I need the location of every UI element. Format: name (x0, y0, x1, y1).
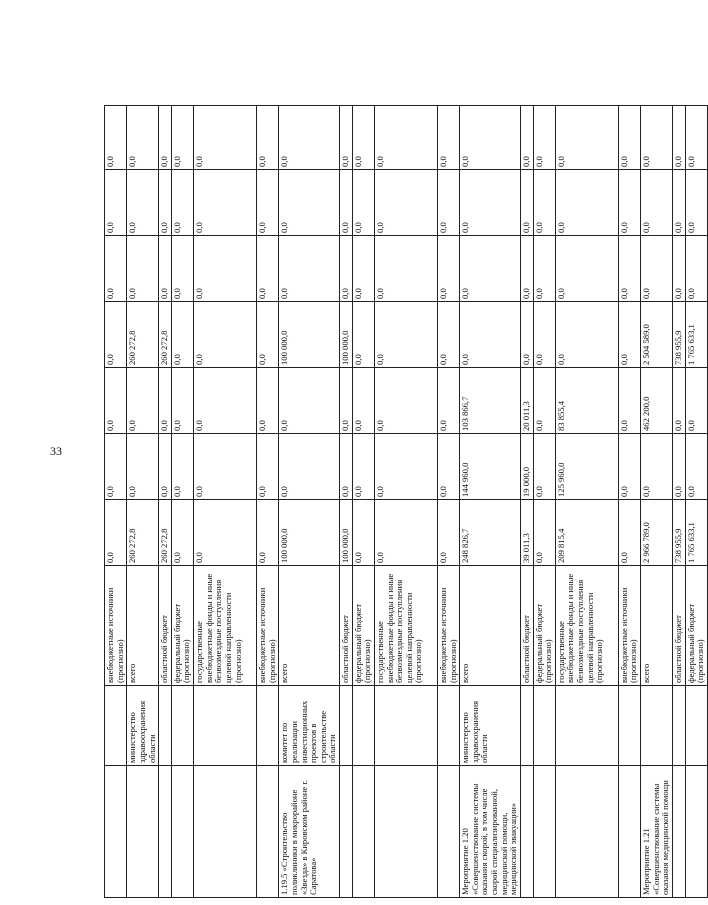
activity-cell (555, 766, 618, 898)
table-row (279, 106, 340, 898)
value-cell: 0,0 (555, 236, 618, 302)
funding-source-cell: государственные внебюджетные фонды и иные безвозмездные поступления целевой направленности (прогнозно) (374, 566, 437, 686)
value-cell: 738 955,9 (672, 500, 685, 566)
table-row (618, 106, 640, 898)
value-cell: 209 815,4 (555, 500, 618, 566)
executor-cell: комитет по реализации инвестиционных проектов в строительстве области (279, 686, 340, 766)
value-cell: 0,0 (279, 368, 340, 434)
funding-source-cell: областной бюджет (672, 566, 685, 686)
value-cell: 0,0 (194, 500, 257, 566)
value-cell: 0,0 (159, 236, 172, 302)
executor-cell (171, 686, 193, 766)
value-cell: 738 955,9 (672, 302, 685, 368)
activity-cell: Мероприятие 1.20 «Совершенствование системы оказания скорой, в том числе скорой специализированной, медицинской помощи, медицинской эвакуации» (460, 766, 521, 898)
activity-cell (127, 766, 159, 898)
value-cell: 0,0 (374, 500, 437, 566)
funding-source-cell: федеральный бюджет (прогнозно) (352, 566, 374, 686)
table-row (374, 106, 437, 898)
value-cell: 0,0 (340, 434, 353, 500)
activity-cell (374, 766, 437, 898)
value-cell: 0,0 (171, 434, 193, 500)
value-cell: 0,0 (618, 500, 640, 566)
table-row (352, 106, 374, 898)
activity-cell: Мероприятие 1.21 «Совершенствование системы оказания медицинской помощи (641, 766, 673, 898)
value-cell: 0,0 (159, 434, 172, 500)
executor-cell (374, 686, 437, 766)
funding-source-cell: федеральный бюджет (прогнозно) (533, 566, 555, 686)
activity-cell (618, 766, 640, 898)
value-cell: 0,0 (437, 236, 459, 302)
value-cell: 0,0 (685, 236, 707, 302)
funding-source-cell: государственные внебюджетные фонды и иные безвозмездные поступления целевой направленности (прогнозно) (555, 566, 618, 686)
value-cell: 0,0 (171, 302, 193, 368)
executor-cell: министерство здравоохранения области (127, 686, 159, 766)
value-cell: 0,0 (374, 236, 437, 302)
activity-cell: 1.19.5 «Строительство поликлиники в микрорайоне «Звезда» в Кировском районе г. Саратова» (279, 766, 340, 898)
value-cell: 103 866,7 (460, 368, 521, 434)
executor-cell (618, 686, 640, 766)
funding-source-cell: областной бюджет (520, 566, 533, 686)
value-cell: 0,0 (685, 434, 707, 500)
table-row (685, 106, 707, 898)
activity-cell (340, 766, 353, 898)
table-row (159, 106, 172, 898)
value-cell: 0,0 (533, 500, 555, 566)
value-cell: 0,0 (257, 236, 279, 302)
value-cell: 0,0 (672, 236, 685, 302)
value-cell: 83 855,4 (555, 368, 618, 434)
value-cell: 0,0 (533, 368, 555, 434)
value-cell: 100 000,0 (340, 500, 353, 566)
value-cell: 144 960,0 (460, 434, 521, 500)
value-cell: 0,0 (641, 170, 673, 236)
value-cell: 0,0 (672, 106, 685, 170)
value-cell: 0,0 (374, 368, 437, 434)
value-cell: 0,0 (105, 368, 127, 434)
funding-source-cell: всего (460, 566, 521, 686)
executor-cell (520, 686, 533, 766)
value-cell: 0,0 (171, 236, 193, 302)
value-cell: 0,0 (618, 368, 640, 434)
table-row (194, 106, 257, 898)
value-cell: 0,0 (159, 106, 172, 170)
value-cell: 0,0 (641, 236, 673, 302)
value-cell: 0,0 (618, 170, 640, 236)
value-cell: 0,0 (685, 106, 707, 170)
value-cell: 0,0 (555, 106, 618, 170)
value-cell: 0,0 (555, 170, 618, 236)
funding-source-cell: внебюджетные источники (прогнозно) (437, 566, 459, 686)
value-cell: 0,0 (352, 302, 374, 368)
executor-cell (194, 686, 257, 766)
value-cell: 0,0 (374, 106, 437, 170)
value-cell: 0,0 (672, 434, 685, 500)
activity-cell (352, 766, 374, 898)
funding-source-cell: федеральный бюджет (прогнозно) (171, 566, 193, 686)
table-row (520, 106, 533, 898)
value-cell: 0,0 (171, 106, 193, 170)
executor-cell (105, 686, 127, 766)
executor-cell (340, 686, 353, 766)
value-cell: 0,0 (641, 106, 673, 170)
funding-source-cell: всего (127, 566, 159, 686)
executor-cell (685, 686, 707, 766)
executor-cell (533, 686, 555, 766)
value-cell: 0,0 (672, 170, 685, 236)
value-cell: 0,0 (352, 170, 374, 236)
value-cell: 0,0 (171, 500, 193, 566)
value-cell: 0,0 (460, 170, 521, 236)
value-cell: 39 011,3 (520, 500, 533, 566)
value-cell: 0,0 (171, 170, 193, 236)
activity-cell (105, 766, 127, 898)
table-row (641, 106, 673, 898)
executor-cell (159, 686, 172, 766)
value-cell: 0,0 (105, 302, 127, 368)
value-cell: 0,0 (159, 170, 172, 236)
value-cell: 0,0 (340, 236, 353, 302)
table-row (460, 106, 521, 898)
value-cell: 0,0 (520, 302, 533, 368)
value-cell: 0,0 (437, 170, 459, 236)
table-row (437, 106, 459, 898)
value-cell: 0,0 (257, 302, 279, 368)
executor-cell (672, 686, 685, 766)
table-row (533, 106, 555, 898)
value-cell: 0,0 (105, 170, 127, 236)
funding-source-cell: областной бюджет (340, 566, 353, 686)
value-cell: 0,0 (171, 368, 193, 434)
table-row (340, 106, 353, 898)
value-cell: 260 272,8 (159, 500, 172, 566)
value-cell: 0,0 (374, 434, 437, 500)
value-cell: 0,0 (685, 368, 707, 434)
activity-cell (171, 766, 193, 898)
value-cell: 0,0 (374, 302, 437, 368)
value-cell: 0,0 (105, 236, 127, 302)
value-cell: 0,0 (520, 106, 533, 170)
value-cell: 0,0 (194, 302, 257, 368)
activity-cell (520, 766, 533, 898)
value-cell: 0,0 (257, 434, 279, 500)
value-cell: 0,0 (618, 106, 640, 170)
value-cell: 0,0 (641, 434, 673, 500)
funding-source-cell: внебюджетные источники (прогнозно) (257, 566, 279, 686)
funding-source-cell: всего (641, 566, 673, 686)
value-cell: 0,0 (555, 302, 618, 368)
value-cell: 0,0 (533, 170, 555, 236)
executor-cell: министерство здравоохранения области (460, 686, 521, 766)
value-cell: 0,0 (194, 106, 257, 170)
value-cell: 260 272,8 (159, 302, 172, 368)
value-cell: 0,0 (279, 106, 340, 170)
table-row (171, 106, 193, 898)
value-cell: 0,0 (533, 236, 555, 302)
value-cell: 0,0 (257, 106, 279, 170)
value-cell: 20 011,3 (520, 368, 533, 434)
executor-cell (437, 686, 459, 766)
value-cell: 0,0 (159, 368, 172, 434)
value-cell: 0,0 (279, 170, 340, 236)
value-cell: 0,0 (127, 106, 159, 170)
value-cell: 125 960,0 (555, 434, 618, 500)
activity-cell (257, 766, 279, 898)
table-row (127, 106, 159, 898)
value-cell: 0,0 (437, 434, 459, 500)
value-cell: 0,0 (460, 236, 521, 302)
value-cell: 0,0 (352, 500, 374, 566)
executor-cell (555, 686, 618, 766)
activity-cell (533, 766, 555, 898)
value-cell: 0,0 (105, 106, 127, 170)
funding-source-cell: внебюджетные источники (прогнозно) (105, 566, 127, 686)
funding-source-cell: государственные внебюджетные фонды и иные безвозмездные поступления целевой направленности (прогнозно) (194, 566, 257, 686)
value-cell: 0,0 (437, 302, 459, 368)
value-cell: 0,0 (340, 368, 353, 434)
executor-cell (641, 686, 673, 766)
value-cell: 0,0 (672, 368, 685, 434)
value-cell: 100 000,0 (279, 302, 340, 368)
funding-source-cell: областной бюджет (159, 566, 172, 686)
value-cell: 19 000,0 (520, 434, 533, 500)
value-cell: 0,0 (437, 106, 459, 170)
activity-cell (672, 766, 685, 898)
funding-source-cell: внебюджетные источники (прогнозно) (618, 566, 640, 686)
value-cell: 0,0 (352, 434, 374, 500)
activity-cell (194, 766, 257, 898)
value-cell: 0,0 (257, 500, 279, 566)
value-cell: 0,0 (127, 434, 159, 500)
value-cell: 0,0 (352, 106, 374, 170)
funding-source-cell: всего (279, 566, 340, 686)
value-cell: 0,0 (533, 434, 555, 500)
executor-cell (352, 686, 374, 766)
value-cell: 0,0 (257, 368, 279, 434)
value-cell: 0,0 (437, 368, 459, 434)
value-cell: 462 200,0 (641, 368, 673, 434)
value-cell: 0,0 (460, 106, 521, 170)
funding-source-cell: федеральный бюджет (прогнозно) (685, 566, 707, 686)
value-cell: 0,0 (127, 368, 159, 434)
value-cell: 2 966 789,0 (641, 500, 673, 566)
value-cell: 0,0 (520, 236, 533, 302)
value-cell: 0,0 (352, 368, 374, 434)
value-cell: 248 826,7 (460, 500, 521, 566)
value-cell: 260 272,8 (127, 302, 159, 368)
page-number: 33 (50, 444, 62, 458)
value-cell: 0,0 (257, 170, 279, 236)
value-cell: 0,0 (194, 170, 257, 236)
value-cell: 0,0 (618, 434, 640, 500)
activity-cell (159, 766, 172, 898)
value-cell: 0,0 (374, 170, 437, 236)
value-cell: 0,0 (105, 500, 127, 566)
value-cell: 0,0 (352, 236, 374, 302)
value-cell: 260 272,8 (127, 500, 159, 566)
value-cell: 100 000,0 (340, 302, 353, 368)
value-cell: 0,0 (340, 170, 353, 236)
value-cell: 0,0 (685, 170, 707, 236)
value-cell: 0,0 (340, 106, 353, 170)
value-cell: 0,0 (533, 302, 555, 368)
rotated-table-container (104, 106, 706, 898)
budget-table (104, 105, 708, 898)
value-cell: 0,0 (437, 500, 459, 566)
value-cell: 0,0 (279, 434, 340, 500)
value-cell: 0,0 (520, 170, 533, 236)
value-cell: 0,0 (194, 236, 257, 302)
value-cell: 0,0 (533, 106, 555, 170)
value-cell: 0,0 (460, 302, 521, 368)
value-cell: 0,0 (194, 434, 257, 500)
value-cell: 0,0 (194, 368, 257, 434)
value-cell: 2 504 589,0 (641, 302, 673, 368)
table-row (257, 106, 279, 898)
value-cell: 0,0 (127, 170, 159, 236)
value-cell: 0,0 (127, 236, 159, 302)
value-cell: 1 765 633,1 (685, 302, 707, 368)
value-cell: 0,0 (618, 302, 640, 368)
table-row (672, 106, 685, 898)
activity-cell (437, 766, 459, 898)
value-cell: 0,0 (279, 236, 340, 302)
activity-cell (685, 766, 707, 898)
executor-cell (257, 686, 279, 766)
table-body (105, 106, 708, 898)
table-row (105, 106, 127, 898)
value-cell: 1 765 633,1 (685, 500, 707, 566)
table-row (555, 106, 618, 898)
value-cell: 100 000,0 (279, 500, 340, 566)
value-cell: 0,0 (105, 434, 127, 500)
value-cell: 0,0 (618, 236, 640, 302)
